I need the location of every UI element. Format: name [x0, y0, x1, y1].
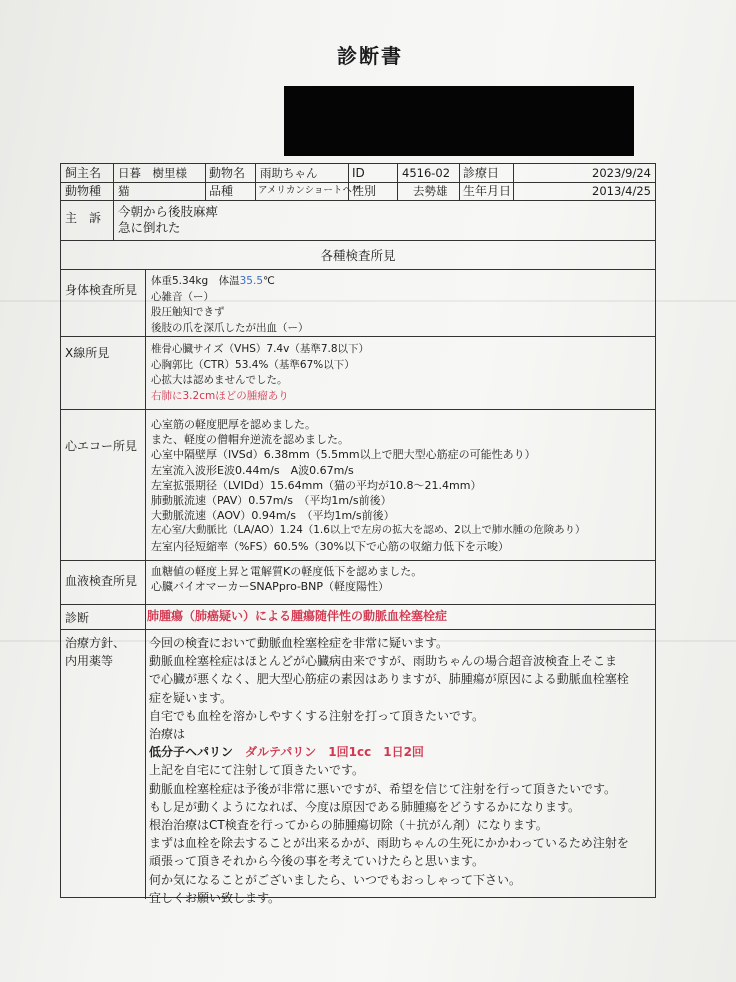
blood-line: 血糖値の軽度上昇と電解質Kの軽度低下を認めました。 [151, 565, 423, 578]
treatment-line: 上記を自宅にて注射して頂きたいです。 [149, 763, 365, 778]
treatment-line: 頑張って頂きそれから今後の事を考えていけたらと思います。 [149, 854, 485, 869]
diagnosis-value: 肺腫瘍（肺癌疑い）による腫瘍随伴性の動脈血栓塞栓症 [147, 609, 448, 623]
echo-line: 心室筋の軽度肥厚を認めました。 [151, 418, 316, 431]
drug-name: ダルテパリン 1回1cc 1日2回 [245, 745, 424, 760]
diagnosis-label: 診断 [65, 611, 90, 625]
temp-unit: ℃ [263, 275, 275, 287]
echo-line: 左心室/大動脈比（LA/AO）1.24（1.6以上で左房の拡大を認め、2以上で肺水腫の危険あり） [151, 524, 586, 537]
exam-date-value: 2023/9/24 [592, 166, 651, 180]
owner-label: 飼主名 [65, 166, 102, 180]
echo-label: 心エコー所見 [65, 439, 138, 453]
certificate-table [60, 163, 656, 905]
birth-label: 生年月日 [463, 184, 512, 198]
treatment-line: 宜しくお願い致します。 [149, 890, 281, 905]
xray-line: 心拡大は認めませんでした。 [151, 374, 288, 386]
blood-text [151, 564, 422, 594]
echo-line: 左室流入波形E波0.44m/s A波0.67m/s [151, 463, 354, 477]
sex-value: 去勢雄 [413, 184, 448, 198]
physical-line: 心雑音（ー） [151, 290, 214, 303]
treatment-label [65, 634, 125, 670]
breed-value: アメリカンショートヘア [258, 185, 362, 196]
treatment-label-line: 治療方針、 [65, 636, 126, 650]
complaint-line: 今朝から後肢麻痺 [118, 204, 219, 219]
drug-line [149, 743, 629, 761]
xray-line: 椎骨心臓サイズ（VHS）7.4v（基準7.8以下） [151, 343, 370, 355]
drug-class: 低分子ヘパリン [149, 745, 234, 760]
treatment-line: 治療は [149, 727, 186, 742]
echo-line: また、軽度の僧帽弁逆流を認めました。 [151, 433, 349, 447]
complaint-text [118, 204, 218, 236]
xray-label: X線所見 [65, 346, 110, 360]
treatment-label-line: 内用薬等 [65, 654, 114, 668]
treatment-line: で心臓が悪くなく、肥大型心筋症の素因はありますが、肺腫瘍が原因による動脈血栓塞栓 [149, 672, 629, 687]
findings-header: 各種検査所見 [320, 248, 396, 263]
breed-label: 品種 [209, 184, 234, 198]
blood-label: 血液検査所見 [65, 574, 138, 588]
complaint-label: 主 訴 [65, 211, 102, 225]
echo-line: 左室拡張期径（LVIDd）15.64mm（猫の平均が10.8〜21.4mm） [151, 478, 482, 492]
exam-date-label: 診療日 [463, 166, 500, 180]
physical-line: 股圧触知できず [151, 306, 225, 318]
species-label: 動物種 [65, 184, 102, 198]
physical-label: 身体検査所見 [65, 283, 138, 297]
physical-text [151, 274, 309, 336]
animal-name-value: 雨助ちゃん [260, 166, 318, 180]
treatment-line: もし足が動くようになれば、今度は原因である肺腫瘍をどうするかになります。 [149, 799, 581, 814]
weight-temp-prefix: 体重5.34kg 体温 [151, 275, 240, 287]
treatment-line: 根治治療はCT検査を行ってからの肺腫瘍切除（＋抗がん剤）になります。 [149, 818, 548, 833]
temp-value: 35.5 [239, 275, 264, 287]
blood-line: 心臓バイオマーカーSNAPpro-BNP（軽度陽性） [151, 580, 390, 594]
treatment-line: 自宅でも血栓を溶かしやすくする注射を打って頂きたいです。 [149, 708, 485, 723]
treatment-line: まずは血栓を除去することが出来るかが、雨助ちゃんの生死にかかわっているため注射を [149, 836, 629, 851]
treatment-line: 動脈血栓塞栓症はほとんどが心臓病由来ですが、雨助ちゃんの場合超音波検査上そこま [149, 654, 618, 669]
echo-line: 肺動脈流速（PAV）0.57m/s （平均1m/s前後） [151, 494, 392, 508]
document-title: 診断書 [337, 44, 403, 68]
xray-line: 心胸郭比（CTR）53.4%（基準67%以下） [151, 358, 355, 371]
echo-line: 左室内径短縮率（%FS）60.5%（30%以下で心筋の収縮力低下を示唆） [151, 539, 509, 553]
weight-temp-line [151, 274, 309, 290]
echo-text [151, 417, 585, 554]
echo-line: 心室中隔壁厚（IVSd）6.38mm（5.5mm以上で肥大型心筋症の可能性あり） [151, 448, 536, 462]
species-value: 猫 [118, 184, 130, 198]
id-label: ID [352, 166, 365, 180]
echo-line: 大動脈流速（AOV）0.94m/s （平均1m/s前後） [151, 509, 395, 523]
treatment-text [149, 634, 629, 907]
treatment-line: 何か気になることがございましたら、いつでもおっしゃって下さい。 [149, 872, 522, 887]
xray-tumor-highlight: 右肺に3.2cmほどの腫瘤あり [151, 389, 289, 402]
treatment-line: 今回の検査において動脈血栓塞栓症を非常に疑います。 [149, 636, 449, 650]
treatment-line: 動脈血栓塞栓症は予後が非常に悪いですが、希望を信じて注射を行って頂きたいです。 [149, 781, 617, 796]
sex-label: 性別 [352, 184, 377, 198]
xray-text [151, 342, 369, 404]
treatment-line: 症を疑います。 [149, 690, 233, 705]
complaint-line: 急に倒れた [118, 220, 181, 235]
owner-value: 日暮 樹里様 [118, 166, 187, 180]
birth-value: 2013/4/25 [592, 184, 651, 198]
redaction-bar [284, 86, 634, 156]
physical-line: 後肢の爪を深爪したが出血（ー） [151, 321, 309, 334]
id-value: 4516-02 [402, 166, 451, 180]
animal-name-label: 動物名 [209, 166, 246, 180]
